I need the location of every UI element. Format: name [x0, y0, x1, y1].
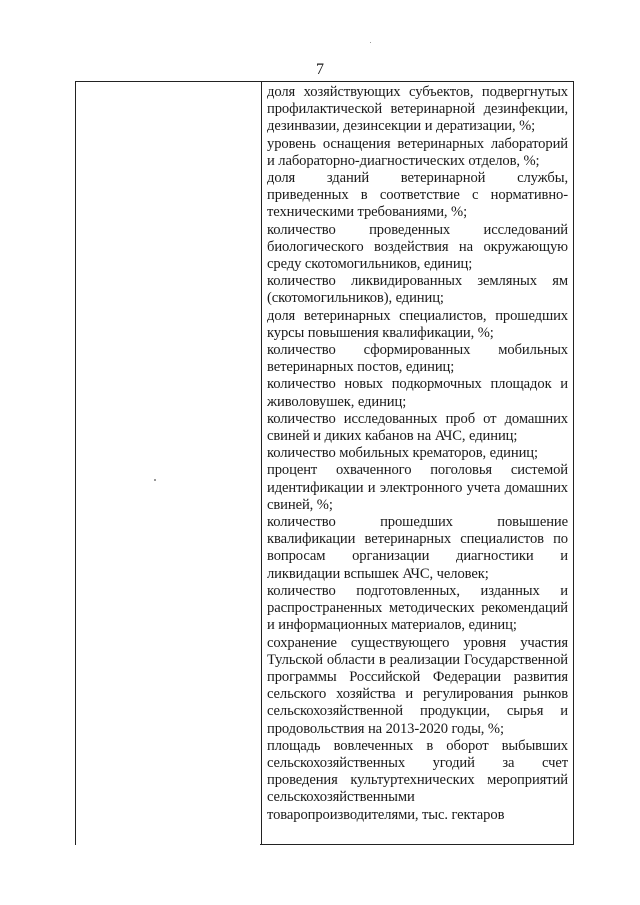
indicator-entry: количество ликвидированных земляных ям (скотомогильников), единиц; — [267, 273, 568, 307]
indicator-entry: уровень оснащения ветеринарных лабораторий и лабораторно-диагностических отделов, %; — [267, 135, 568, 169]
indicator-entry: доля ветеринарных специалистов, прошедших курсы повышения квалификации, %; — [267, 307, 568, 341]
indicator-entry: количество прошедших повышение квалификации ветеринарных специалистов по вопросам организации диагностики и ликвидации вспышек АЧС, человек; — [267, 514, 568, 582]
indicator-entry: процент охваченного поголовья системой идентификации и электронного учета домашних свиней, %; — [267, 462, 568, 513]
page-number: 7 — [316, 61, 324, 78]
indicator-entry: количество мобильных крематоров, единиц; — [267, 445, 538, 462]
indicator-entry: доля зданий ветеринарной службы, приведенных в соответствие с нормативно-техническими требованиями, %; — [267, 170, 568, 221]
indicator-entry: площадь вовлеченных в оборот выбывших сельскохозяйственных угодий за счет проведения культуртехнических мероприятий сельскохозяйственными товаропроизводителями, тыс. гектаров — [267, 737, 568, 823]
indicators-table — [75, 81, 574, 845]
indicator-entry: количество подготовленных, изданных и распространенных методических рекомендаций и информационных материалов, единиц; — [267, 582, 568, 634]
indicator-entry: доля хозяйствующих субъектов, подвергнутых профилактической ветеринарной дезинфекции, дезинвазии, дезинсекции и дератизации, %; — [267, 84, 568, 135]
indicator-entry: сохранение существующего уровня участия Тульской области в реализации Государственной программы Российской Федерации развития сельского хозяйства и регулирования рынков сельскохозяйственной продукции, сырья и продовольствия на 2013-2020 годы, %; — [267, 634, 568, 737]
indicator-entry: количество новых подкормочных площадок и живоловушек, единиц; — [267, 376, 568, 410]
scan-speck — [370, 42, 371, 43]
table-bottom-border — [260, 844, 574, 845]
right-column-cell — [267, 84, 568, 824]
column-divider — [261, 82, 262, 845]
indicator-entry: количество проведенных исследований биологического воздействия на окружающую среду скотомогильников, единиц; — [267, 221, 568, 273]
indicator-entry: количество исследованных проб от домашних свиней и диких кабанов на АЧС, единиц; — [267, 410, 568, 445]
indicator-entry: количество сформированных мобильных ветеринарных постов, единиц; — [267, 342, 568, 376]
scan-speck — [154, 479, 156, 481]
